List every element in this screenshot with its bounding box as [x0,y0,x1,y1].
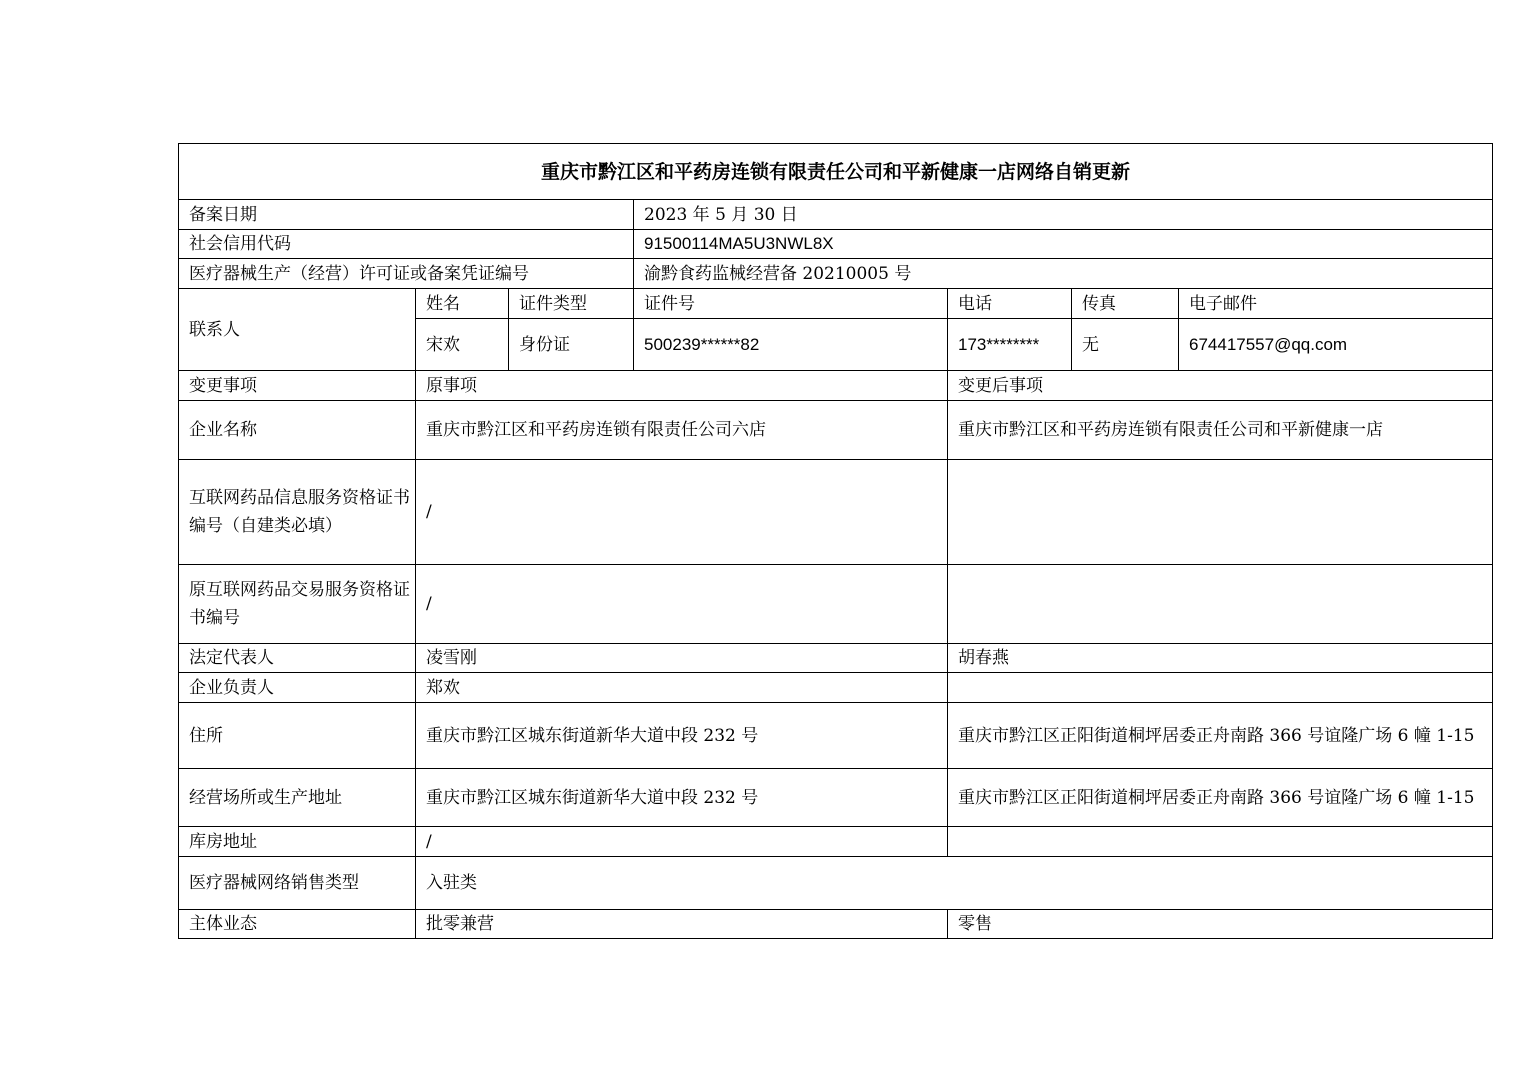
contact-fax: 无 [1072,319,1179,371]
credit-code-label: 社会信用代码 [179,230,634,259]
business-form-after: 零售 [948,910,1493,939]
contact-email: 674417557@qq.com [1179,319,1493,371]
contact-id-no: 500239******82 [634,319,948,371]
warehouse-label: 库房地址 [179,827,416,857]
info-service-cert-original: / [416,460,948,565]
contact-name: 宋欢 [416,319,509,371]
contact-id-type-header: 证件类型 [509,289,634,319]
business-form-original: 批零兼营 [416,910,948,939]
contact-phone: 173******** [948,319,1072,371]
contact-id-no-header: 证件号 [634,289,948,319]
company-name-original: 重庆市黔江区和平药房连锁有限责任公司六店 [416,401,948,460]
business-address-original: 重庆市黔江区城东街道新华大道中段 232 号 [416,769,948,827]
business-address-label: 经营场所或生产地址 [179,769,416,827]
business-address-after: 重庆市黔江区正阳街道桐坪居委正舟南路 366 号谊隆广场 6 幢 1-15 [948,769,1493,827]
principal-original: 郑欢 [416,673,948,703]
legal-rep-label: 法定代表人 [179,644,416,673]
trade-service-cert-after [948,565,1493,644]
sales-type-label: 医疗器械网络销售类型 [179,857,416,910]
changes-header-original: 原事项 [416,371,948,401]
residence-after: 重庆市黔江区正阳街道桐坪居委正舟南路 366 号谊隆广场 6 幢 1-15 [948,703,1493,769]
filing-date-label: 备案日期 [179,200,634,230]
legal-rep-original: 凌雪刚 [416,644,948,673]
document-title: 重庆市黔江区和平药房连锁有限责任公司和平新健康一店网络自销更新 [179,144,1493,200]
warehouse-original: / [416,827,948,857]
license-label: 医疗器械生产（经营）许可证或备案凭证编号 [179,259,634,289]
trade-service-cert-label: 原互联网药品交易服务资格证书编号 [179,565,416,644]
principal-after [948,673,1493,703]
contact-name-header: 姓名 [416,289,509,319]
company-name-after: 重庆市黔江区和平药房连锁有限责任公司和平新健康一店 [948,401,1493,460]
sales-type-value: 入驻类 [416,857,1493,910]
principal-label: 企业负责人 [179,673,416,703]
credit-code-value: 91500114MA5U3NWL8X [634,230,1493,259]
contact-email-header: 电子邮件 [1179,289,1493,319]
contact-label: 联系人 [179,289,416,371]
filing-date-value: 2023 年 5 月 30 日 [634,200,1493,230]
info-service-cert-label: 互联网药品信息服务资格证书编号（自建类必填） [179,460,416,565]
residence-original: 重庆市黔江区城东街道新华大道中段 232 号 [416,703,948,769]
license-value: 渝黔食药监械经营备 20210005 号 [634,259,1493,289]
residence-label: 住所 [179,703,416,769]
contact-id-type: 身份证 [509,319,634,371]
business-form-label: 主体业态 [179,910,416,939]
registration-table [178,143,1493,939]
contact-phone-header: 电话 [948,289,1072,319]
trade-service-cert-original: / [416,565,948,644]
changes-header-after: 变更后事项 [948,371,1493,401]
contact-fax-header: 传真 [1072,289,1179,319]
warehouse-after [948,827,1493,857]
legal-rep-after: 胡春燕 [948,644,1493,673]
info-service-cert-after [948,460,1493,565]
changes-header-label: 变更事项 [179,371,416,401]
company-name-label: 企业名称 [179,401,416,460]
